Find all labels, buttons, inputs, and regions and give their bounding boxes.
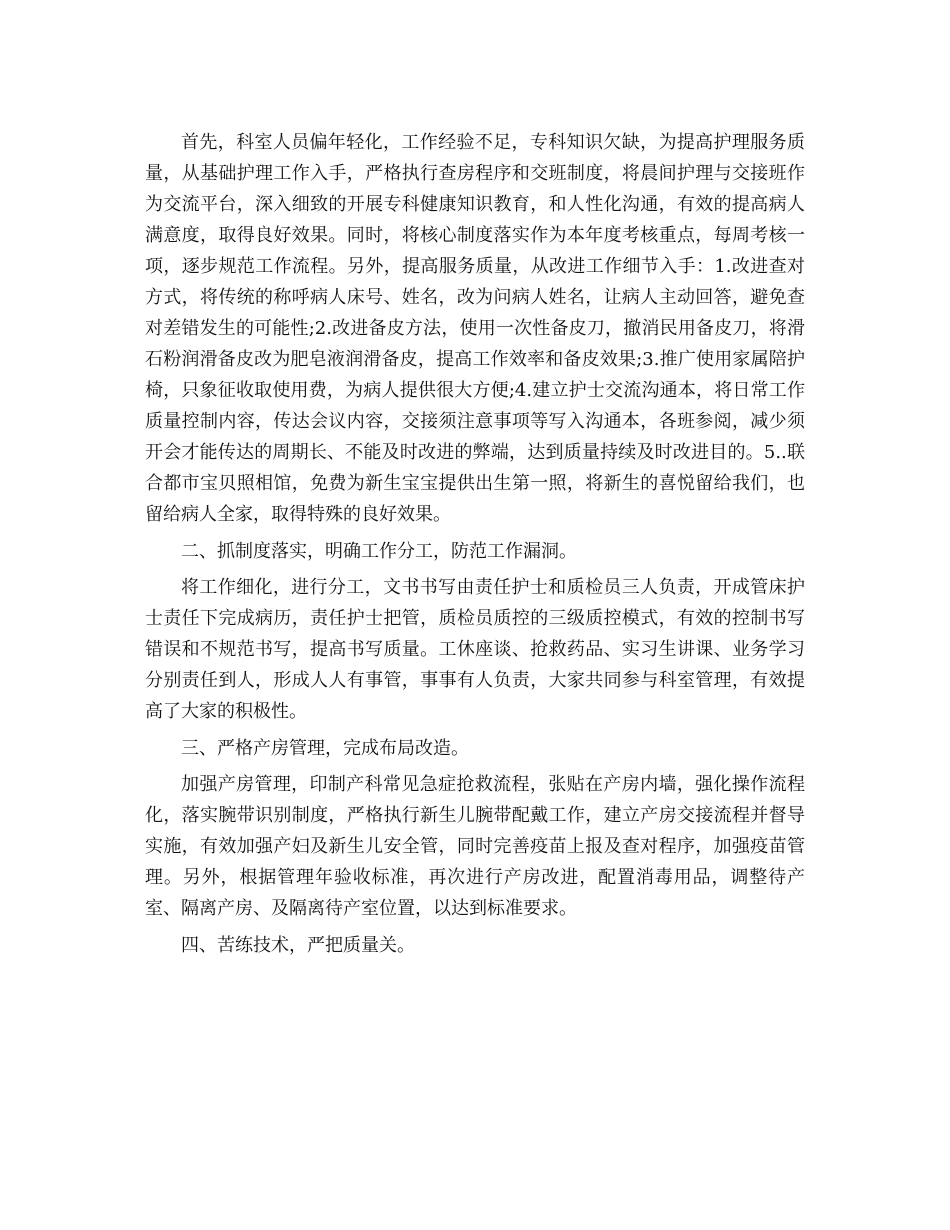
paragraph-delivery-room: 加强产房管理，印制产科常见急症抢救流程，张贴在产房内墙，强化操作流程化，落实腕带识别制度，严格执行新生儿腕带配戴工作，建立产房交接流程并督导实施，有效加强产妇及新生儿安全管，同时完善疫苗上报及查对程序，加强疫苗管理。另外，根据管理年验收标准，再次进行产房改进，配置消毒用品，调整待产室、隔离产房、及隔离待产室位置，以达到标准要求。 xyxy=(145,774,805,919)
paragraph-work-division: 将工作细化，进行分工，文书书写由责任护士和质检员三人负责，开成管床护士责任下完成病历，责任护士把管，质检员质控的三级质控模式，有效的控制书写错误和不规范书写，提高书写质量。工休座谈、抢救药品、实习生讲课、业务学习分别责任到人，形成人人有事管，事事有人负责，大家共同参与科室管理，有效提高了大家的积极性。 xyxy=(145,577,805,722)
section-heading-2: 二、抓制度落实，明确工作分工，防范工作漏洞。 xyxy=(181,540,577,562)
paragraph-service-quality: 首先，科室人员偏年轻化，工作经验不足，专科知识欠缺，为提高护理服务质量，从基础护理工作入手，严格执行查房程序和交班制度，将晨间护理与交接班作为交流平台，深入细致的开展专科健康知识教育，和人性化沟通，有效的提高病人满意度，取得良好效果。同时，将核心制度落实作为本年度考核重点，每周考核一项，逐步规范工作流程。另外，提高服务质量，从改进工作细节入手：1.改进查对方式，将传统的称呼病人床号、姓名，改为问病人姓名，让病人主动回答，避免查对差错发生的可能性;2.改进备皮方法，使用一次性备皮刀，撤消民用备皮刀，将滑石粉润滑备皮改为肥皂液润滑备皮，提高工作效率和备皮效果;3.推广使用家属陪护椅，只象征收取使用费，为病人提供很大方便;4.建立护士交流沟通本，将日常工作质量控制内容，传达会议内容，交接须注意事项等写入沟通本，各班参阅，减少须开会才能传达的周期长、不能及时改进的弊端，达到质量持续及时改进目的。5..联合都市宝贝照相馆，免费为新生宝宝提供出生第一照，将新生的喜悦留给我们，也留给病人全家，取得特殊的良好效果。 xyxy=(145,132,805,525)
document-body xyxy=(145,127,805,966)
section-heading-3: 三、严格产房管理，完成布局改造。 xyxy=(181,737,469,759)
section-heading-4: 四、苦练技术，严把质量关。 xyxy=(181,934,415,956)
